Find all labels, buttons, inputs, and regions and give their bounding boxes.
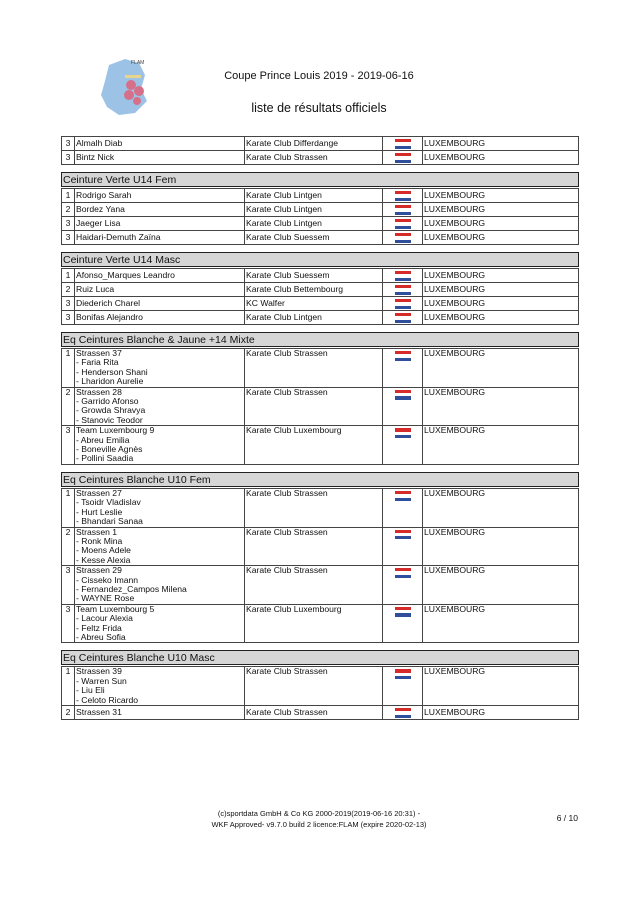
flag-cell <box>383 667 423 706</box>
country-cell: LUXEMBOURG <box>423 667 579 706</box>
rank-cell: 3 <box>62 231 75 245</box>
competitor-cell <box>75 269 245 283</box>
results-table <box>61 488 579 644</box>
club-cell: Karate Club Strassen <box>245 527 383 566</box>
flag-cell <box>383 151 423 165</box>
rank-cell: 3 <box>62 311 75 325</box>
club-cell: Karate Club Lintgen <box>245 217 383 231</box>
rank-cell: 2 <box>62 527 75 566</box>
flag-cell <box>383 604 423 643</box>
country-cell: LUXEMBOURG <box>423 488 579 527</box>
page-number: 6 / 10 <box>556 813 578 823</box>
country-cell: LUXEMBOURG <box>423 151 579 165</box>
competitor-name: Bintz Nick <box>76 152 115 162</box>
country-cell: LUXEMBOURG <box>423 269 579 283</box>
competitor-cell <box>75 667 245 706</box>
result-row <box>62 151 579 165</box>
flag-cell <box>383 387 423 426</box>
flag-cell <box>383 349 423 388</box>
luxembourg-flag-icon <box>395 191 411 201</box>
luxembourg-flag-icon <box>395 271 411 281</box>
club-cell: Karate Club Strassen <box>245 387 383 426</box>
competitor-cell <box>75 137 245 151</box>
team-member: - Henderson Shani <box>76 366 148 377</box>
country-cell: LUXEMBOURG <box>423 311 579 325</box>
category-heading: Eq Ceintures Blanche U10 Fem <box>61 472 579 487</box>
luxembourg-flag-icon <box>395 530 411 540</box>
competitor-name: Strassen 27 <box>76 488 122 498</box>
team-member: - Hurt Leslie <box>76 506 123 517</box>
competitor-cell <box>75 311 245 325</box>
footer-license: WKF Approved- v9.7.0 build 2 licence:FLAM (expire 2020-02-13) <box>211 820 427 829</box>
country-cell: LUXEMBOURG <box>423 566 579 605</box>
competitor-cell <box>75 387 245 426</box>
competitor-name: Strassen 37 <box>76 348 122 358</box>
results-table <box>61 136 579 165</box>
luxembourg-flag-icon <box>395 139 411 149</box>
competitor-cell <box>75 217 245 231</box>
competitor-name: Jaeger Lisa <box>76 218 121 228</box>
rank-cell: 1 <box>62 349 75 388</box>
flag-cell <box>383 297 423 311</box>
team-member: - Ronk Mina <box>76 535 123 546</box>
competitor-cell <box>75 566 245 605</box>
country-cell: LUXEMBOURG <box>423 527 579 566</box>
country-cell: LUXEMBOURG <box>423 231 579 245</box>
result-row <box>62 311 579 325</box>
footer <box>0 808 638 830</box>
competitor-name: Afonso_Marques Leandro <box>76 270 175 280</box>
rank-cell: 1 <box>62 269 75 283</box>
club-cell: Karate Club Bettembourg <box>245 283 383 297</box>
flag-cell <box>383 189 423 203</box>
logo-text: FLAM <box>131 60 145 66</box>
team-member: - Feltz Frida <box>76 622 122 633</box>
rank-cell: 2 <box>62 283 75 297</box>
competitor-cell <box>75 189 245 203</box>
competitor-name: Diederich Charel <box>76 298 141 308</box>
club-cell: Karate Club Strassen <box>245 349 383 388</box>
luxembourg-flag-icon <box>395 669 411 679</box>
country-cell: LUXEMBOURG <box>423 203 579 217</box>
flag-cell <box>383 311 423 325</box>
competitor-name: Bordez Yana <box>76 204 125 214</box>
country-cell: LUXEMBOURG <box>423 217 579 231</box>
club-cell: Karate Club Strassen <box>245 667 383 706</box>
rank-cell: 2 <box>62 706 75 720</box>
footer-copyright: (c)sportdata GmbH & Co KG 2000-2019(2019-06-16 20:31) - <box>217 809 421 818</box>
flag-cell <box>383 566 423 605</box>
competitor-name: Strassen 29 <box>76 565 122 576</box>
rank-cell: 3 <box>62 426 75 465</box>
team-member: - Abreu Emilia <box>76 434 130 445</box>
rank-cell: 3 <box>62 604 75 643</box>
club-cell: Karate Club Differdange <box>245 137 383 151</box>
page-title: Coupe Prince Louis 2019 - 2019-06-16 <box>224 70 414 82</box>
results-table <box>61 268 579 325</box>
rank-cell: 1 <box>62 488 75 527</box>
results-list <box>61 136 579 720</box>
luxembourg-flag-icon <box>395 491 411 501</box>
result-row <box>62 231 579 245</box>
team-member: - Warren Sun <box>76 675 127 686</box>
flag-cell <box>383 283 423 297</box>
team-member: - Celoto Ricardo <box>76 694 139 705</box>
luxembourg-flag-icon <box>395 607 411 617</box>
team-member: - Pollini Saadia <box>76 453 134 464</box>
competitor-name: Strassen 1 <box>76 527 118 537</box>
competitor-cell <box>75 231 245 245</box>
rank-cell: 3 <box>62 151 75 165</box>
competitor-name: Ruiz Luca <box>76 284 115 294</box>
luxembourg-flag-icon <box>395 390 411 400</box>
club-cell: Karate Club Luxembourg <box>245 604 383 643</box>
team-member: - Kesse Alexia <box>76 554 131 565</box>
club-cell: Karate Club Suessem <box>245 269 383 283</box>
competitor-name: Strassen 31 <box>76 707 122 717</box>
luxembourg-flag-icon <box>395 351 411 361</box>
competitor-name: Almalh Diab <box>76 138 123 148</box>
country-cell: LUXEMBOURG <box>423 706 579 720</box>
category-heading: Ceinture Verte U14 Masc <box>61 252 579 267</box>
club-cell: KC Walfer <box>245 297 383 311</box>
result-row <box>62 269 579 283</box>
rank-cell: 3 <box>62 297 75 311</box>
team-member: - Stanovic Teodor <box>76 414 143 425</box>
club-cell: Karate Club Lintgen <box>245 311 383 325</box>
competitor-cell <box>75 349 245 388</box>
country-cell: LUXEMBOURG <box>423 604 579 643</box>
category-heading: Ceinture Verte U14 Fem <box>61 172 579 187</box>
result-row <box>62 527 579 566</box>
flag-cell <box>383 527 423 566</box>
results-table <box>61 188 579 245</box>
rank-cell: 3 <box>62 137 75 151</box>
result-row <box>62 137 579 151</box>
page-subtitle: liste de résultats officiels <box>251 101 387 115</box>
luxembourg-flag-icon <box>395 568 411 578</box>
competitor-cell <box>75 527 245 566</box>
team-member: - Lharidon Aurelie <box>76 376 144 387</box>
club-cell: Karate Club Lintgen <box>245 189 383 203</box>
luxembourg-flag-icon <box>395 299 411 309</box>
result-row <box>62 667 579 706</box>
results-table <box>61 666 579 720</box>
competitor-cell <box>75 283 245 297</box>
flag-cell <box>383 203 423 217</box>
club-cell: Karate Club Luxembourg <box>245 426 383 465</box>
results-table <box>61 348 579 465</box>
rank-cell: 3 <box>62 217 75 231</box>
category-heading: Eq Ceintures Blanche U10 Masc <box>61 650 579 665</box>
team-member: - Growda Shravya <box>76 405 146 416</box>
luxembourg-flag-icon <box>395 708 411 718</box>
result-row <box>62 426 579 465</box>
result-row <box>62 706 579 720</box>
competitor-name: Bonifas Alejandro <box>76 312 143 322</box>
luxembourg-flag-icon <box>395 153 411 163</box>
club-cell: Karate Club Suessem <box>245 231 383 245</box>
team-member: - Cisseko Imann <box>76 574 139 585</box>
rank-cell: 2 <box>62 203 75 217</box>
result-row <box>62 203 579 217</box>
club-cell: Karate Club Strassen <box>245 151 383 165</box>
competitor-name: Strassen 39 <box>76 666 122 677</box>
flag-cell <box>383 706 423 720</box>
competitor-cell <box>75 488 245 527</box>
result-row <box>62 297 579 311</box>
luxembourg-flag-icon <box>395 428 411 438</box>
competitor-cell <box>75 203 245 217</box>
club-cell: Karate Club Strassen <box>245 706 383 720</box>
rank-cell: 1 <box>62 667 75 706</box>
country-cell: LUXEMBOURG <box>423 297 579 311</box>
category-heading: Eq Ceintures Blanche & Jaune +14 Mixte <box>61 332 579 347</box>
flag-cell <box>383 426 423 465</box>
team-member: - Lacour Alexia <box>76 613 133 624</box>
competitor-name: Team Luxembourg 9 <box>76 425 155 436</box>
team-member: - Moens Adele <box>76 545 131 556</box>
team-member: - Fernandez_Campos Milena <box>76 583 187 594</box>
rank-cell: 2 <box>62 387 75 426</box>
team-member: - Boneville Agnès <box>76 444 143 455</box>
flag-cell <box>383 217 423 231</box>
country-cell: LUXEMBOURG <box>423 387 579 426</box>
team-member: - WAYNE Rose <box>76 593 135 604</box>
competitor-cell <box>75 426 245 465</box>
rank-cell: 1 <box>62 189 75 203</box>
team-member: - Garrido Afonso <box>76 396 139 407</box>
result-row <box>62 189 579 203</box>
competitor-cell <box>75 706 245 720</box>
competitor-name: Rodrigo Sarah <box>76 190 132 200</box>
flag-cell <box>383 231 423 245</box>
flag-cell <box>383 488 423 527</box>
club-cell: Karate Club Strassen <box>245 488 383 527</box>
result-row <box>62 283 579 297</box>
club-cell: Karate Club Lintgen <box>245 203 383 217</box>
team-member: - Liu Eli <box>76 685 105 696</box>
luxembourg-flag-icon <box>395 285 411 295</box>
luxembourg-flag-icon <box>395 205 411 215</box>
competitor-cell <box>75 151 245 165</box>
luxembourg-flag-icon <box>395 219 411 229</box>
country-cell: LUXEMBOURG <box>423 283 579 297</box>
country-cell: LUXEMBOURG <box>423 426 579 465</box>
team-member: - Bhandari Sanaa <box>76 516 143 527</box>
competitor-name: Team Luxembourg 5 <box>76 604 155 614</box>
result-row <box>62 488 579 527</box>
result-row <box>62 349 579 388</box>
flag-cell <box>383 137 423 151</box>
result-row <box>62 217 579 231</box>
result-row <box>62 604 579 643</box>
competitor-cell <box>75 604 245 643</box>
team-member: - Abreu Sofia <box>76 631 126 642</box>
luxembourg-flag-icon <box>395 313 411 323</box>
country-cell: LUXEMBOURG <box>423 349 579 388</box>
team-member: - Tsoidr Vladislav <box>76 497 141 508</box>
result-row <box>62 387 579 426</box>
luxembourg-flag-icon <box>395 233 411 243</box>
team-member: - Faria Rita <box>76 357 119 368</box>
competitor-name: Strassen 28 <box>76 387 122 397</box>
flag-cell <box>383 269 423 283</box>
country-cell: LUXEMBOURG <box>423 137 579 151</box>
competitor-name: Haidari-Demuth Zaïna <box>76 232 161 242</box>
result-row <box>62 566 579 605</box>
club-cell: Karate Club Strassen <box>245 566 383 605</box>
competitor-cell <box>75 297 245 311</box>
rank-cell: 3 <box>62 566 75 605</box>
country-cell: LUXEMBOURG <box>423 189 579 203</box>
